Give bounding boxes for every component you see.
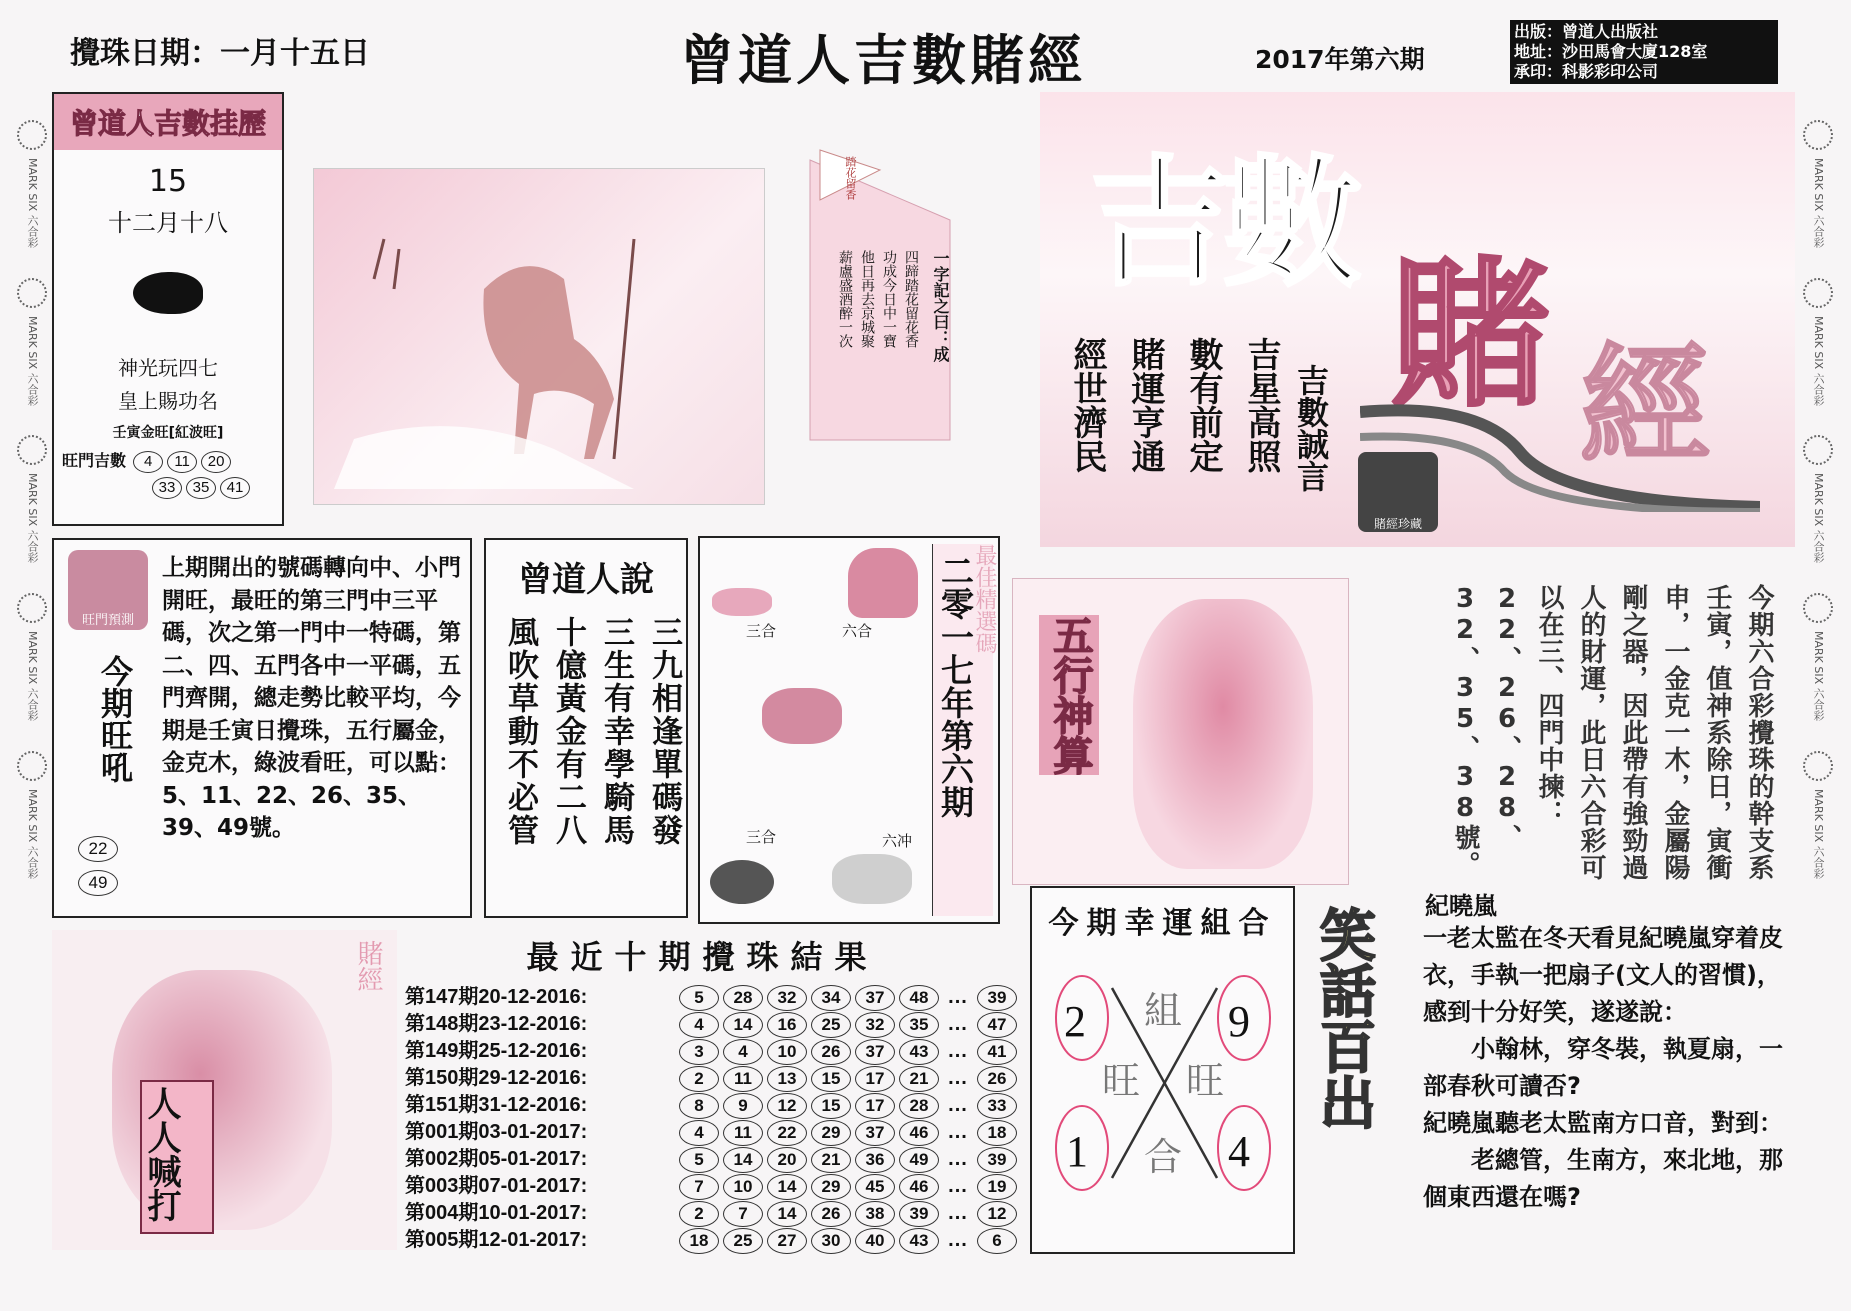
table-row xyxy=(405,1146,1007,1173)
combo-center-char: 旺 xyxy=(1186,1059,1225,1103)
result-ball: 7 xyxy=(723,1201,763,1227)
hero-title-du: 賭 xyxy=(1390,242,1551,429)
result-ball: 29 xyxy=(811,1120,851,1146)
result-ball: 49 xyxy=(899,1147,939,1173)
poem-line: 功成今日中一寶 xyxy=(881,250,897,348)
result-ball: 22 xyxy=(767,1120,807,1146)
table-row xyxy=(405,1227,1000,1254)
result-ball: 28 xyxy=(723,985,763,1011)
result-ball: 36 xyxy=(855,1147,895,1173)
result-ball: 4 xyxy=(679,1120,719,1146)
combo-number: 2 xyxy=(1064,997,1086,1046)
animal-label: 三合 xyxy=(746,622,777,640)
lucky-ball: 41 xyxy=(220,477,250,499)
slogan-box xyxy=(140,1080,214,1234)
result-ball: 14 xyxy=(767,1201,807,1227)
result-ball: 39 xyxy=(899,1201,939,1227)
draw-label: 第005期12-01-2017: xyxy=(405,1229,588,1251)
result-ball: 25 xyxy=(811,1012,851,1038)
wangmen-panel xyxy=(52,538,472,918)
combo-center-char: 組 xyxy=(1144,989,1183,1033)
hero-poem-col: 賭運亨通 xyxy=(1125,337,1165,473)
draw-label: 第149期25-12-2016: xyxy=(405,1040,588,1062)
joke-line: 一老太監在冬天看見紀曉嵐穿着皮衣，手執一把扇子(文人的習慣)，感到十分好笑，遂遂說： xyxy=(1423,924,1783,1026)
draw-label: 第147期20-12-2016: xyxy=(405,986,588,1008)
draw-label: 第003期07-01-2017: xyxy=(405,1175,588,1197)
side-strip-text: MARK SIX 六合彩 xyxy=(26,630,39,721)
result-ball: 34 xyxy=(811,985,851,1011)
draw-label: 第151期31-12-2016: xyxy=(405,1094,588,1116)
side-strip-text: MARK SIX 六合彩 xyxy=(26,788,39,879)
hero-title-jing: 經 xyxy=(1580,330,1711,482)
result-ball: 43 xyxy=(899,1039,939,1065)
seal-text: 賭經珍藏 xyxy=(1373,517,1422,531)
result-ball: 10 xyxy=(767,1039,807,1065)
result-ball: 9 xyxy=(723,1093,763,1119)
poem-line: 薪盧盛酒醉一次 xyxy=(837,250,853,348)
zdr-title: 曾道人說 xyxy=(518,560,654,600)
calendar-day: 15 xyxy=(148,164,188,199)
zdr-poem xyxy=(496,616,688,916)
poem-line: 他日再去京城聚 xyxy=(859,250,875,348)
table-row xyxy=(405,1038,1007,1065)
five-elements-title: 五行神算 xyxy=(1039,615,1099,775)
special-ball: 39 xyxy=(977,985,1017,1011)
right-side-strip xyxy=(1800,90,1836,1270)
result-ball: 13 xyxy=(767,1066,807,1092)
hero-poem-col: 經世濟民 xyxy=(1067,337,1107,473)
deity-figure xyxy=(1133,599,1313,869)
issue-banner-text: 二零一七年第六期 xyxy=(936,554,975,818)
result-ball: 20 xyxy=(767,1147,807,1173)
five-elements-panel xyxy=(1012,578,1349,885)
draw-label: 第004期10-01-2017: xyxy=(405,1202,588,1224)
calendar-poem-line: 神光玩四七 xyxy=(118,356,218,380)
wangmen-side-title: 今期旺吼 xyxy=(96,655,134,783)
best-pick-title: 最佳精選碼 xyxy=(972,544,997,654)
animal-rabbit-icon xyxy=(710,860,774,904)
draw-date xyxy=(70,28,370,72)
separator-dots: ... xyxy=(948,1229,968,1251)
result-ball: 7 xyxy=(679,1174,719,1200)
side-strip-text: MARK SIX 六合彩 xyxy=(1812,315,1825,406)
one-char-panel xyxy=(800,140,960,505)
result-ball: 12 xyxy=(767,1093,807,1119)
issue-banner xyxy=(932,544,997,916)
result-ball: 15 xyxy=(811,1066,851,1092)
result-ball: 17 xyxy=(855,1066,895,1092)
result-ball: 14 xyxy=(767,1174,807,1200)
joke-line: 紀曉嵐聽老太監南方口音，對到： xyxy=(1423,1109,1783,1137)
animal-horse-icon xyxy=(848,548,918,618)
zodiac-tag: 壬寅金旺[紅波旺] xyxy=(112,425,224,441)
animal-dog-icon xyxy=(712,588,772,616)
flower-icon xyxy=(1803,751,1833,781)
separator-dots: ... xyxy=(948,1040,968,1062)
recent-title: 最近十期攪珠結果 xyxy=(526,938,879,976)
result-ball: 8 xyxy=(679,1093,719,1119)
result-ball: 4 xyxy=(723,1039,763,1065)
horse-illustration xyxy=(314,169,764,504)
result-ball: 32 xyxy=(767,985,807,1011)
lucky-label: 旺門吉數 xyxy=(62,451,127,470)
table-row xyxy=(405,1092,1007,1119)
flower-icon xyxy=(17,435,47,465)
lucky-ball: 4 xyxy=(133,451,163,473)
lucky-ball: 33 xyxy=(152,477,182,499)
lucky-ball: 11 xyxy=(167,451,197,473)
combo-number: 9 xyxy=(1228,997,1250,1046)
hero-poem-col: 數有前定 xyxy=(1183,337,1223,473)
table-row xyxy=(405,1200,1007,1227)
draw-date-label: 攪珠日期： xyxy=(70,36,220,71)
result-ball: 40 xyxy=(855,1228,895,1254)
zdr-poem-col: 三生有幸學騎馬 xyxy=(598,616,634,847)
table-row xyxy=(405,1011,1007,1038)
calendar-poem-line: 皇上賜功名 xyxy=(118,389,218,413)
recent-results-table xyxy=(405,984,1007,1254)
result-ball: 27 xyxy=(767,1228,807,1254)
flower-icon xyxy=(1803,278,1833,308)
separator-dots: ... xyxy=(948,1094,968,1116)
result-ball: 14 xyxy=(723,1147,763,1173)
publisher-line: 承印：科影彩印公司 xyxy=(1514,62,1659,81)
calendar-banner: 曾道人吉數挂歷 xyxy=(54,94,282,150)
result-ball: 15 xyxy=(811,1093,851,1119)
hero-poem xyxy=(1058,337,1290,537)
flower-icon xyxy=(1803,593,1833,623)
lucky-numbers xyxy=(62,448,282,499)
animal-label: 三合 xyxy=(746,828,777,846)
result-ball: 14 xyxy=(723,1012,763,1038)
combo-number: 4 xyxy=(1228,1127,1250,1176)
result-ball: 29 xyxy=(811,1174,851,1200)
calendar-panel xyxy=(52,92,284,526)
slogan-text: 人人喊打 xyxy=(141,1086,181,1222)
draw-label: 第001期03-01-2017: xyxy=(405,1121,588,1143)
flower-icon xyxy=(1803,120,1833,150)
result-ball: 43 xyxy=(899,1228,939,1254)
animal-label: 六冲 xyxy=(882,832,913,850)
result-ball: 11 xyxy=(723,1066,763,1092)
wangmen-ball: 22 xyxy=(78,836,118,862)
combo-number: 1 xyxy=(1066,1127,1088,1176)
result-ball: 32 xyxy=(855,1012,895,1038)
zdr-panel xyxy=(484,538,688,918)
forecast-text: 今期六合彩攪珠的幹支系壬寅，值神系除日，寅衝申，一金克一木，金屬陽剛之器，因此帶有強勁過人的財運，此日六合彩可以在三、四門中揀：22、26、28、32、35、38號。 xyxy=(1450,584,1774,881)
publisher-line: 出版：曾道人出版社 xyxy=(1514,22,1659,41)
result-ball: 37 xyxy=(855,1120,895,1146)
draw-label: 第150期29-12-2016: xyxy=(405,1067,588,1089)
table-row xyxy=(405,984,1007,1011)
result-ball: 46 xyxy=(899,1174,939,1200)
page-title: 曾道人吉數賭經 xyxy=(680,28,1086,92)
special-ball: 41 xyxy=(977,1039,1017,1065)
left-side-strip xyxy=(14,90,50,1270)
special-ball: 18 xyxy=(977,1120,1017,1146)
horse-painting xyxy=(313,168,765,505)
animal-goat-icon xyxy=(762,688,842,744)
hero-poem-col: 吉星高照 xyxy=(1241,337,1281,473)
result-ball: 21 xyxy=(811,1147,851,1173)
wangmen-text: 上期開出的號碼轉向中、小門開旺，最旺的第三門中三平碼，次之第一門中一特碼，第二、四、五門各中一平碼，五門齊開，總走勢比較平均，今期是壬寅日攪珠，五行屬金，金克木，綠波看旺，可以點：5、11、22、26、35、39、49號。 xyxy=(162,555,461,841)
wangmen-badge xyxy=(68,550,148,630)
special-ball: 39 xyxy=(977,1147,1017,1173)
result-ball: 11 xyxy=(723,1120,763,1146)
side-strip-text: MARK SIX 六合彩 xyxy=(1812,158,1825,248)
separator-dots: ... xyxy=(948,1121,968,1143)
separator-dots: ... xyxy=(948,1067,968,1089)
result-ball: 37 xyxy=(855,1039,895,1065)
result-ball: 5 xyxy=(679,1147,719,1173)
joke-line: 小翰林，穿冬裝，執夏扇，一部春秋可讀否? xyxy=(1423,1035,1783,1100)
hero-swoosh xyxy=(1360,392,1760,512)
table-row xyxy=(405,1065,1007,1092)
separator-dots: ... xyxy=(948,1148,968,1170)
separator-dots: ... xyxy=(948,1013,968,1035)
hero-panel xyxy=(1040,92,1795,547)
poem-line: 四蹄踏花留花香 xyxy=(903,250,919,348)
special-ball: 26 xyxy=(977,1066,1017,1092)
wangmen-ball: 49 xyxy=(78,870,118,896)
flower-icon xyxy=(1803,435,1833,465)
result-ball: 30 xyxy=(811,1228,851,1254)
hero-side-title: 吉數誠言 xyxy=(1292,364,1330,492)
result-ball: 18 xyxy=(679,1228,719,1254)
hero-title-jishu: 吉數 xyxy=(1090,143,1355,306)
lucky-combo-title: 今期幸運組合 xyxy=(1048,906,1277,941)
zodiac-pig-icon xyxy=(133,272,203,314)
badge-text: 旺門預測 xyxy=(81,613,134,628)
flower-icon xyxy=(17,593,47,623)
side-strip-text: MARK SIX 六合彩 xyxy=(26,315,39,406)
flag-text: 踏花留香 xyxy=(844,156,857,200)
special-ball: 19 xyxy=(977,1174,1017,1200)
flower-icon xyxy=(17,120,47,150)
result-ball: 17 xyxy=(855,1093,895,1119)
side-strip-text: MARK SIX 六合彩 xyxy=(26,158,39,248)
result-ball: 10 xyxy=(723,1174,763,1200)
calendar-lunar: 十二月十八 xyxy=(108,209,228,237)
result-ball: 48 xyxy=(899,985,939,1011)
separator-dots: ... xyxy=(948,1175,968,1197)
joke-body xyxy=(1423,920,1793,1216)
result-ball: 4 xyxy=(679,1012,719,1038)
special-ball: 6 xyxy=(977,1228,1017,1254)
result-ball: 3 xyxy=(679,1039,719,1065)
table-row xyxy=(405,1119,1007,1146)
one-char-poem xyxy=(834,250,922,348)
combo-center-char: 旺 xyxy=(1102,1059,1141,1103)
table-row xyxy=(405,1173,1007,1200)
bottom-left-side: 賭經 xyxy=(353,940,383,992)
separator-dots: ... xyxy=(948,1202,968,1224)
result-ball: 16 xyxy=(767,1012,807,1038)
result-ball: 2 xyxy=(679,1201,719,1227)
side-strip-text: MARK SIX 六合彩 xyxy=(1812,630,1825,721)
result-ball: 26 xyxy=(811,1201,851,1227)
zdr-poem-col: 十億黃金有二八 xyxy=(550,616,586,847)
result-ball: 46 xyxy=(899,1120,939,1146)
result-ball: 35 xyxy=(899,1012,939,1038)
joke-panel xyxy=(1305,886,1795,1256)
animal-label: 六合 xyxy=(842,622,873,640)
draw-label: 第148期23-12-2016: xyxy=(405,1013,588,1035)
side-strip-text: MARK SIX 六合彩 xyxy=(1812,788,1825,879)
zdr-poem-col: 風吹草動不必管 xyxy=(502,616,538,847)
lucky-ball: 35 xyxy=(186,477,216,499)
result-ball: 25 xyxy=(723,1228,763,1254)
flower-icon xyxy=(17,278,47,308)
publisher-box xyxy=(1510,20,1778,84)
result-ball: 21 xyxy=(899,1066,939,1092)
side-strip-text: MARK SIX 六合彩 xyxy=(26,473,39,563)
result-ball: 45 xyxy=(855,1174,895,1200)
zdr-poem-col: 三九相逢單碼發 xyxy=(646,616,682,847)
result-ball: 38 xyxy=(855,1201,895,1227)
lucky-combo-panel xyxy=(1030,886,1295,1254)
issue-number: 2017年第六期 xyxy=(1255,45,1425,74)
joke-line: 老總管，生南方，來北地，那個東西還在嗎? xyxy=(1423,1146,1783,1211)
result-ball: 26 xyxy=(811,1039,851,1065)
result-ball: 2 xyxy=(679,1066,719,1092)
animals-panel xyxy=(698,536,1000,924)
joke-title: 紀曉嵐 xyxy=(1425,892,1497,920)
result-ball: 37 xyxy=(855,985,895,1011)
lucky-ball: 20 xyxy=(201,451,231,473)
publisher-line: 地址：沙田馬會大廈128室 xyxy=(1514,42,1708,61)
draw-label: 第002期05-01-2017: xyxy=(405,1148,588,1170)
one-char-title: 一字記之曰：成 xyxy=(931,250,950,362)
special-ball: 12 xyxy=(977,1201,1017,1227)
special-ball: 33 xyxy=(977,1093,1017,1119)
bottom-left-panel xyxy=(52,930,397,1250)
joke-side-title: 笑話百出 xyxy=(1311,906,1376,1130)
flower-icon xyxy=(17,751,47,781)
animal-monkey-icon xyxy=(832,854,912,904)
draw-date-value: 一月十五日 xyxy=(220,36,370,71)
combo-center-char: 合 xyxy=(1144,1135,1183,1179)
side-strip-text: MARK SIX 六合彩 xyxy=(1812,473,1825,563)
recent-results-panel xyxy=(405,932,1007,1252)
separator-dots: ... xyxy=(948,986,968,1008)
result-ball: 28 xyxy=(899,1093,939,1119)
result-ball: 5 xyxy=(679,985,719,1011)
special-ball: 47 xyxy=(977,1012,1017,1038)
